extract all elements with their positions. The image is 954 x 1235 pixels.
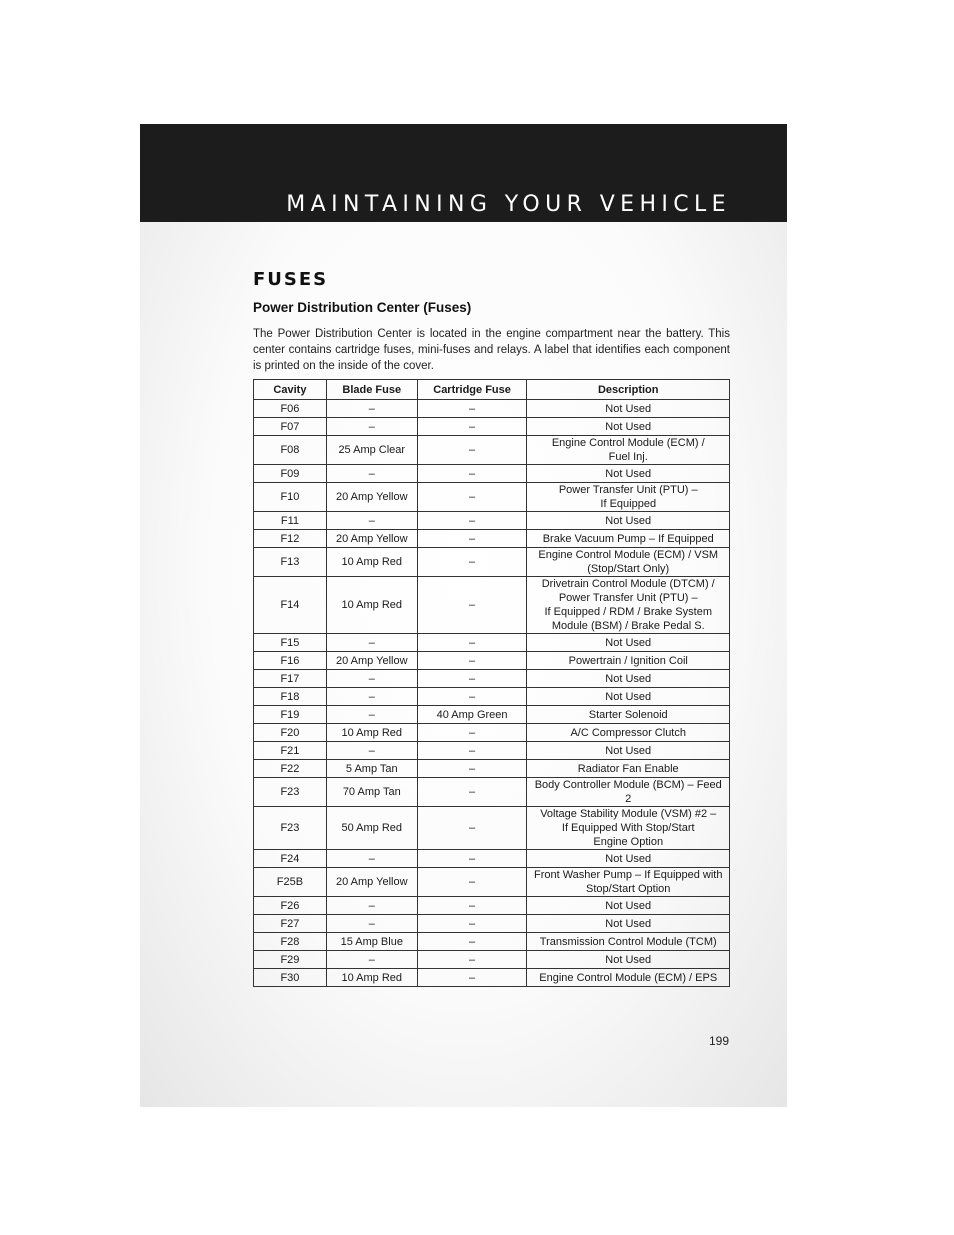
- chapter-title: MAINTAINING YOUR VEHICLE: [286, 192, 731, 217]
- column-header-cartridge-fuse: Cartridge Fuse: [417, 380, 527, 400]
- blade-fuse-cell: –: [326, 465, 417, 483]
- cartridge-fuse-cell: –: [417, 951, 527, 969]
- cartridge-fuse-cell: –: [417, 670, 527, 688]
- blade-fuse-cell: 15 Amp Blue: [326, 933, 417, 951]
- cavity-cell: F19: [254, 706, 327, 724]
- cartridge-fuse-cell: –: [417, 548, 527, 577]
- blade-fuse-cell: –: [326, 897, 417, 915]
- blade-fuse-cell: 10 Amp Red: [326, 577, 417, 634]
- table-row: [254, 688, 730, 706]
- table-row: [254, 868, 730, 897]
- page-number: 199: [709, 1034, 730, 1048]
- table-row: [254, 724, 730, 742]
- cavity-cell: F13: [254, 548, 327, 577]
- blade-fuse-cell: 10 Amp Red: [326, 548, 417, 577]
- cartridge-fuse-cell: 40 Amp Green: [417, 706, 527, 724]
- fuse-table-body: [254, 400, 730, 987]
- description-cell: Not Used: [527, 688, 730, 706]
- cartridge-fuse-cell: –: [417, 897, 527, 915]
- column-header-blade-fuse: Blade Fuse: [326, 380, 417, 400]
- cartridge-fuse-cell: –: [417, 933, 527, 951]
- table-row: [254, 634, 730, 652]
- cartridge-fuse-cell: –: [417, 577, 527, 634]
- description-cell: Not Used: [527, 670, 730, 688]
- cavity-cell: F15: [254, 634, 327, 652]
- cavity-cell: F20: [254, 724, 327, 742]
- blade-fuse-cell: 20 Amp Yellow: [326, 530, 417, 548]
- blade-fuse-cell: –: [326, 670, 417, 688]
- description-cell: Not Used: [527, 634, 730, 652]
- blade-fuse-cell: –: [326, 742, 417, 760]
- blade-fuse-cell: –: [326, 418, 417, 436]
- table-row: [254, 670, 730, 688]
- cartridge-fuse-cell: –: [417, 465, 527, 483]
- table-header-row: [254, 380, 730, 400]
- table-row: [254, 742, 730, 760]
- cartridge-fuse-cell: –: [417, 915, 527, 933]
- table-row: [254, 400, 730, 418]
- cavity-cell: F24: [254, 850, 327, 868]
- cavity-cell: F06: [254, 400, 327, 418]
- table-row: [254, 969, 730, 987]
- cartridge-fuse-cell: –: [417, 742, 527, 760]
- table-row: [254, 530, 730, 548]
- description-cell: Engine Control Module (ECM) / Fuel Inj.: [527, 436, 730, 465]
- cartridge-fuse-cell: –: [417, 512, 527, 530]
- description-cell: Not Used: [527, 742, 730, 760]
- subsection-title: Power Distribution Center (Fuses): [253, 300, 472, 315]
- description-cell: Starter Solenoid: [527, 706, 730, 724]
- cartridge-fuse-cell: –: [417, 969, 527, 987]
- description-cell: Transmission Control Module (TCM): [527, 933, 730, 951]
- description-cell: Drivetrain Control Module (DTCM) / Power Transfer Unit (PTU) – If Equipped / RDM / Brake System Module (BSM) / Brake Pedal S.: [527, 577, 730, 634]
- blade-fuse-cell: –: [326, 951, 417, 969]
- table-row: [254, 850, 730, 868]
- blade-fuse-cell: –: [326, 915, 417, 933]
- description-cell: Not Used: [527, 951, 730, 969]
- cartridge-fuse-cell: –: [417, 868, 527, 897]
- blade-fuse-cell: –: [326, 634, 417, 652]
- cartridge-fuse-cell: –: [417, 483, 527, 512]
- cartridge-fuse-cell: –: [417, 400, 527, 418]
- description-cell: Not Used: [527, 400, 730, 418]
- blade-fuse-cell: –: [326, 688, 417, 706]
- blade-fuse-cell: 5 Amp Tan: [326, 760, 417, 778]
- cartridge-fuse-cell: –: [417, 436, 527, 465]
- blade-fuse-cell: –: [326, 706, 417, 724]
- description-cell: Not Used: [527, 915, 730, 933]
- table-row: [254, 483, 730, 512]
- description-cell: Front Washer Pump – If Equipped with Stop/Start Option: [527, 868, 730, 897]
- description-cell: Not Used: [527, 418, 730, 436]
- section-title: FUSES: [253, 269, 329, 290]
- cavity-cell: F08: [254, 436, 327, 465]
- blade-fuse-cell: 70 Amp Tan: [326, 778, 417, 807]
- description-cell: Brake Vacuum Pump – If Equipped: [527, 530, 730, 548]
- cavity-cell: F30: [254, 969, 327, 987]
- cavity-cell: F29: [254, 951, 327, 969]
- cavity-cell: F07: [254, 418, 327, 436]
- cavity-cell: F17: [254, 670, 327, 688]
- table-row: [254, 897, 730, 915]
- table-row: [254, 577, 730, 634]
- table-row: [254, 778, 730, 807]
- cartridge-fuse-cell: –: [417, 850, 527, 868]
- cavity-cell: F21: [254, 742, 327, 760]
- cartridge-fuse-cell: –: [417, 652, 527, 670]
- table-row: [254, 436, 730, 465]
- description-cell: Not Used: [527, 897, 730, 915]
- cartridge-fuse-cell: –: [417, 807, 527, 850]
- table-row: [254, 548, 730, 577]
- column-header-cavity: Cavity: [254, 380, 327, 400]
- cavity-cell: F26: [254, 897, 327, 915]
- table-row: [254, 951, 730, 969]
- cavity-cell: F23: [254, 778, 327, 807]
- cartridge-fuse-cell: –: [417, 760, 527, 778]
- cartridge-fuse-cell: –: [417, 778, 527, 807]
- cavity-cell: F22: [254, 760, 327, 778]
- column-header-description: Description: [527, 380, 730, 400]
- cavity-cell: F23: [254, 807, 327, 850]
- description-cell: Not Used: [527, 512, 730, 530]
- table-row: [254, 512, 730, 530]
- cartridge-fuse-cell: –: [417, 418, 527, 436]
- cavity-cell: F14: [254, 577, 327, 634]
- description-cell: Engine Control Module (ECM) / EPS: [527, 969, 730, 987]
- blade-fuse-cell: 20 Amp Yellow: [326, 652, 417, 670]
- blade-fuse-cell: 25 Amp Clear: [326, 436, 417, 465]
- description-cell: Not Used: [527, 850, 730, 868]
- page-header-bar: [140, 124, 787, 222]
- blade-fuse-cell: –: [326, 512, 417, 530]
- description-cell: Voltage Stability Module (VSM) #2 – If Equipped With Stop/Start Engine Option: [527, 807, 730, 850]
- manual-page: [140, 124, 787, 1107]
- cavity-cell: F28: [254, 933, 327, 951]
- description-cell: Body Controller Module (BCM) – Feed 2: [527, 778, 730, 807]
- cartridge-fuse-cell: –: [417, 724, 527, 742]
- cavity-cell: F09: [254, 465, 327, 483]
- cavity-cell: F16: [254, 652, 327, 670]
- table-row: [254, 807, 730, 850]
- description-cell: Powertrain / Ignition Coil: [527, 652, 730, 670]
- description-cell: Engine Control Module (ECM) / VSM (Stop/Start Only): [527, 548, 730, 577]
- cavity-cell: F12: [254, 530, 327, 548]
- blade-fuse-cell: 10 Amp Red: [326, 724, 417, 742]
- cavity-cell: F25B: [254, 868, 327, 897]
- cavity-cell: F11: [254, 512, 327, 530]
- cartridge-fuse-cell: –: [417, 688, 527, 706]
- blade-fuse-cell: 10 Amp Red: [326, 969, 417, 987]
- blade-fuse-cell: 50 Amp Red: [326, 807, 417, 850]
- blade-fuse-cell: 20 Amp Yellow: [326, 868, 417, 897]
- cartridge-fuse-cell: –: [417, 530, 527, 548]
- fuse-table: [253, 379, 730, 987]
- blade-fuse-cell: –: [326, 400, 417, 418]
- description-cell: Not Used: [527, 465, 730, 483]
- table-row: [254, 465, 730, 483]
- intro-paragraph: The Power Distribution Center is located in the engine compartment near the battery. This center contains cartridge fuses, mini-fuses and relays. A label that identifies each component is printed on the inside of the cover.: [253, 328, 730, 372]
- table-row: [254, 915, 730, 933]
- cartridge-fuse-cell: –: [417, 634, 527, 652]
- description-cell: Power Transfer Unit (PTU) – If Equipped: [527, 483, 730, 512]
- cavity-cell: F10: [254, 483, 327, 512]
- table-row: [254, 418, 730, 436]
- table-row: [254, 706, 730, 724]
- description-cell: A/C Compressor Clutch: [527, 724, 730, 742]
- table-row: [254, 652, 730, 670]
- cavity-cell: F27: [254, 915, 327, 933]
- table-row: [254, 760, 730, 778]
- blade-fuse-cell: 20 Amp Yellow: [326, 483, 417, 512]
- table-row: [254, 933, 730, 951]
- cavity-cell: F18: [254, 688, 327, 706]
- description-cell: Radiator Fan Enable: [527, 760, 730, 778]
- blade-fuse-cell: –: [326, 850, 417, 868]
